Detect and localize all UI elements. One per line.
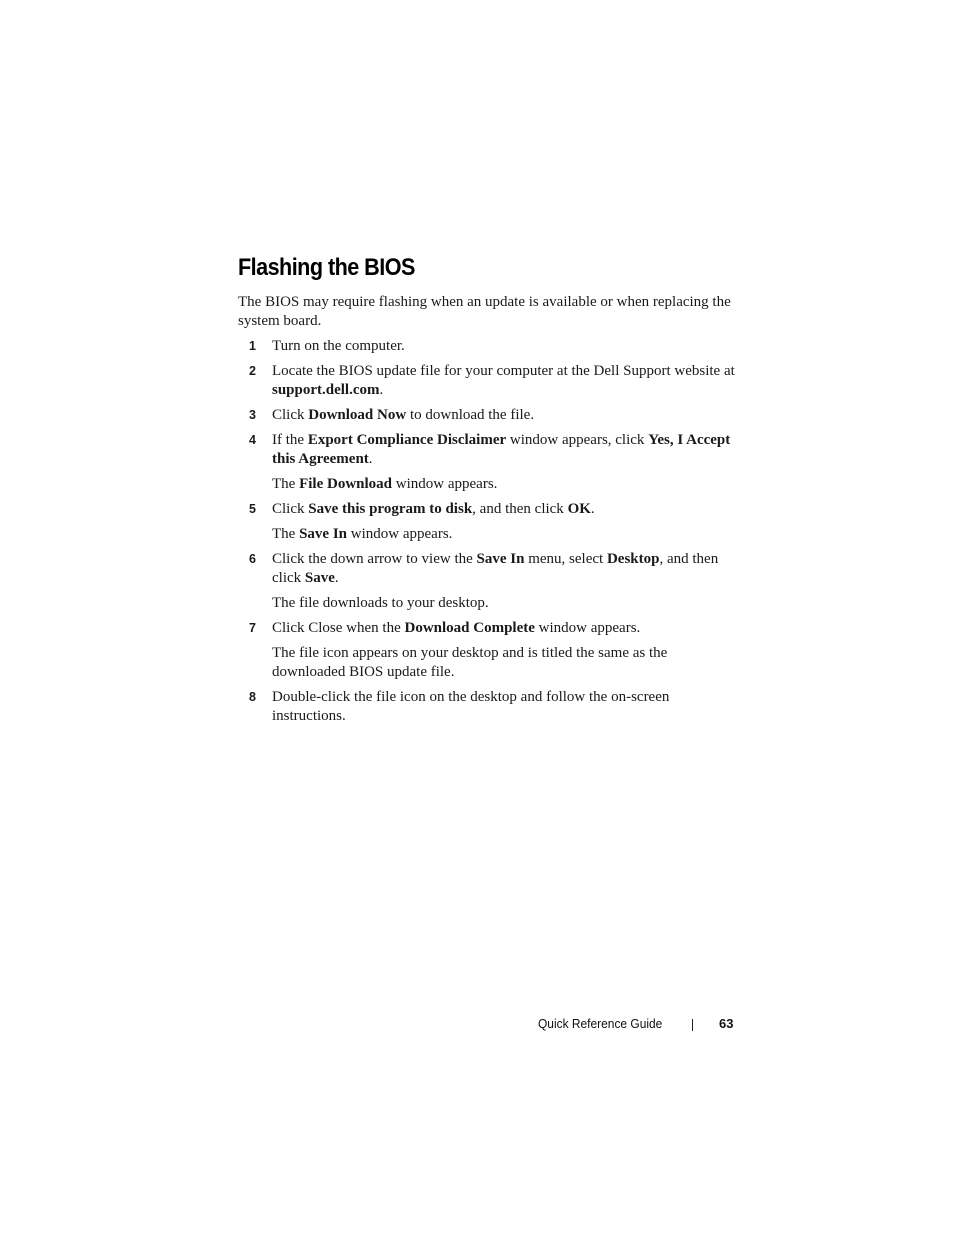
footer-guide-title: Quick Reference Guide (538, 1016, 663, 1031)
text-run: to download the file. (406, 407, 535, 423)
step-item (238, 337, 738, 356)
text-run: Locate the BIOS update file for your computer at the Dell Support website at (272, 363, 735, 379)
text-run: Double-click the file icon on the desktop and follow the on-screen instructions. (272, 689, 670, 724)
step-item (238, 500, 738, 544)
text-run: Click the down arrow to view the (272, 551, 477, 567)
text-run: If the (272, 432, 308, 448)
step-result-note (272, 525, 738, 544)
step-text (272, 406, 738, 425)
text-run: window appears. (347, 526, 453, 542)
step-result-note (272, 644, 738, 682)
step-text (272, 500, 738, 519)
steps-list (238, 337, 738, 732)
text-run: window appears. (392, 476, 498, 492)
text-run: Turn on the computer. (272, 338, 405, 354)
step-number: 4 (249, 433, 256, 447)
step-result-note (272, 594, 738, 613)
text-run: . (334, 570, 339, 586)
ui-term: Desktop (606, 551, 660, 567)
step-number: 6 (249, 552, 256, 566)
step-text (272, 337, 738, 356)
page-number: 63 (719, 1016, 734, 1031)
text-run: Click (272, 407, 309, 423)
text-run: The (272, 526, 300, 542)
step-text (272, 619, 738, 638)
step-item (238, 550, 738, 613)
ui-term: Yes, I Accept this Agreement (272, 432, 731, 467)
step-number: 1 (249, 339, 256, 353)
text-run: Click Close when the (272, 620, 405, 636)
text-run: menu, select (524, 551, 607, 567)
ui-term: Export Compliance Disclaimer (307, 432, 507, 448)
text-run: The file downloads to your desktop. (272, 595, 489, 611)
text-run: window appears, click (506, 432, 649, 448)
text-run: Click (272, 501, 309, 517)
step-text (272, 550, 738, 588)
ui-term: OK (567, 501, 591, 517)
step-item (238, 619, 738, 682)
step-item (238, 688, 738, 726)
ui-term: Save (304, 570, 335, 586)
ui-term: Save In (476, 551, 525, 567)
intro-paragraph: The BIOS may require flashing when an update is available or when replacing the system board. (238, 294, 731, 329)
text-run: . (368, 451, 373, 467)
ui-term: Save this program to disk (308, 501, 473, 517)
text-run: , and then click (472, 501, 568, 517)
ui-term: Download Complete (404, 620, 535, 636)
step-result-note (272, 475, 738, 494)
step-number: 7 (249, 621, 256, 635)
text-run: The file icon appears on your desktop and is titled the same as the downloaded BIOS update file. (272, 645, 668, 680)
ui-term: Download Now (308, 407, 407, 423)
step-number: 2 (249, 364, 256, 378)
text-run: window appears. (534, 620, 641, 636)
text-run: , and then click (272, 551, 719, 586)
step-number: 3 (249, 408, 256, 422)
step-text (272, 431, 738, 469)
text-run: . (590, 501, 595, 517)
step-item (238, 431, 738, 494)
step-text (272, 362, 738, 400)
step-number: 5 (249, 502, 256, 516)
ui-term: File Download (299, 476, 393, 492)
step-number: 8 (249, 690, 256, 704)
footer-separator (692, 1019, 693, 1031)
page-title: Flashing the BIOS (238, 254, 415, 281)
step-item (238, 362, 738, 400)
step-text (272, 688, 738, 726)
step-item (238, 406, 738, 425)
ui-term: support.dell.com (272, 382, 380, 398)
ui-term: Save In (299, 526, 348, 542)
text-run: The (272, 476, 300, 492)
text-run: . (379, 382, 384, 398)
